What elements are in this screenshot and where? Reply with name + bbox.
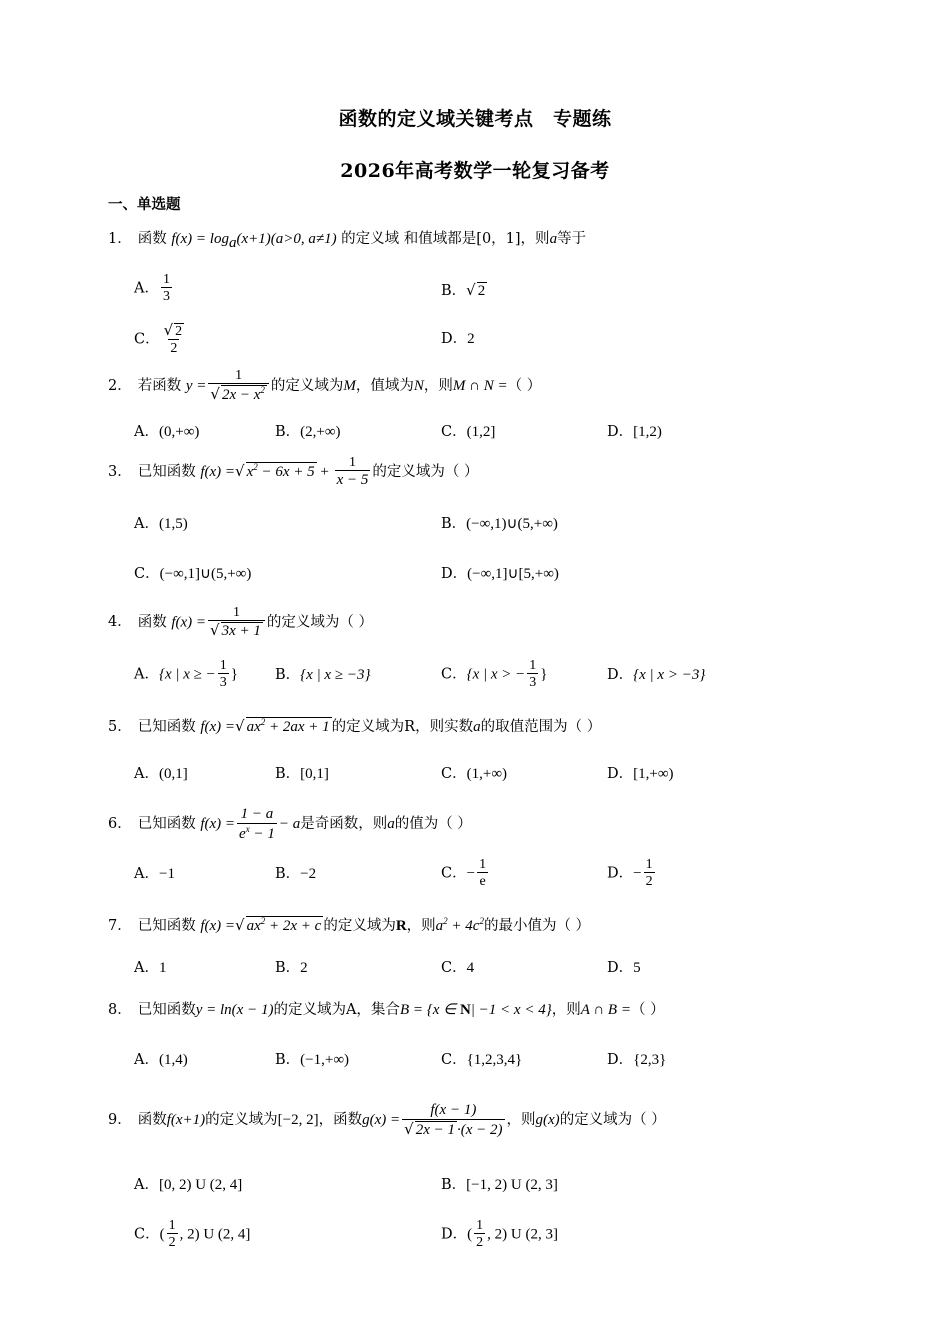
q7-option-d[interactable]: D．5 — [607, 960, 641, 976]
q3-option-a[interactable]: A．(1,5) — [134, 516, 188, 532]
question-1: 1． 函数 $f(x) = \log_a(x+1)(a>0$, a≠1) 的定义域 和值域都是[0，1]，则a等于 — [108, 231, 587, 251]
q4-option-b[interactable]: B．{x | x ≥ −3} — [275, 667, 371, 683]
q2-option-a[interactable]: A．(0,+∞) — [134, 424, 200, 440]
q9-option-b[interactable]: B．[−1, 2) U (2, 3] — [441, 1177, 558, 1193]
page-subtitle: 2026年高考数学一轮复习备考 — [340, 160, 610, 182]
q7-option-b[interactable]: B．2 — [275, 960, 308, 976]
q5-option-b[interactable]: B．[0,1] — [275, 766, 329, 782]
question-5: 5． 已知函数 f(x) =√ $ax^2 + 2ax + 1$ 的定义域为R，则实数a的取值范围为（ ） — [108, 717, 602, 735]
q6-option-b[interactable]: B．−2 — [275, 866, 317, 882]
q8-option-c[interactable]: C．{1,2,3,4} — [441, 1052, 523, 1068]
page-title: 函数的定义域关键考点 专题练 — [338, 108, 612, 130]
q4-option-c[interactable]: C．{x | x > − $\frac{1}{3}$ } — [441, 658, 548, 691]
q8-option-a[interactable]: A．(1,4) — [134, 1052, 188, 1068]
q4-option-a[interactable]: A．{x | x ≥ − $\frac{1}{3}$ } — [134, 658, 238, 691]
q2-option-b[interactable]: B．(2,+∞) — [275, 424, 341, 440]
q6-option-c[interactable]: C．− $\frac{1}{e}$ — [441, 857, 487, 890]
question-3: 3． 已知函数 f(x) =√ $x^2 - 6x + 5$ + $\frac{1}{x - 5}$ 的定义域为（ ） — [108, 455, 479, 489]
section-heading: 一、单选题 — [108, 196, 181, 213]
q7-option-a[interactable]: A．1 — [134, 960, 167, 976]
q9-option-c[interactable]: C．( $\frac{1}{2}$ , 2) U (2, 4] — [134, 1218, 251, 1251]
q1-option-b[interactable]: B．√ 2 — [441, 281, 486, 299]
q6-option-d[interactable]: D．− $\frac{1}{2}$ — [607, 857, 653, 890]
question-4: 4． 函数 f(x) = $\frac{1}{√ 3x + 1}$ 的定义域为（ ） — [108, 605, 373, 640]
question-2: 2． 若函数 y = $\frac{1}{√ 2x - x^2}$ 的定义域为M，值域为N，则M ∩ N =（ ） — [108, 368, 542, 404]
q6-option-a[interactable]: A．−1 — [134, 866, 175, 882]
q8-option-b[interactable]: B．(−1,+∞) — [275, 1052, 350, 1068]
q4-option-d[interactable]: D．{x | x > −3} — [607, 667, 706, 683]
q3-option-c[interactable]: C．(−∞,1]∪(5,+∞) — [134, 566, 252, 582]
q2-option-c[interactable]: C．(1,2] — [441, 424, 496, 440]
q7-option-c[interactable]: C．4 — [441, 960, 475, 976]
q5-option-a[interactable]: A．(0,1] — [134, 766, 188, 782]
q5-option-c[interactable]: C．(1,+∞) — [441, 766, 508, 782]
q3-option-b[interactable]: B．(−∞,1)∪(5,+∞) — [441, 516, 558, 532]
question-6: 6． 已知函数 f(x) = $\frac{1 - a}{e^x - 1}$ − a是奇函数，则a的值为（ ） — [108, 806, 472, 842]
q1-option-d[interactable]: D．2 — [441, 331, 475, 347]
q9-option-d[interactable]: D．( $\frac{1}{2}$ , 2) U (2, 3] — [441, 1218, 558, 1251]
question-9: 9． 函数f(x+1)的定义域为[−2, 2]，函数g(x) = $\frac{f(x - 1)}{√ 2x - 1 \cdot(x - 2)}$ ，则g(x)的定义域为（ ） — [108, 1102, 666, 1138]
q1-option-c[interactable]: C． $\frac{√ 2}{2}$ — [134, 321, 183, 357]
q9-option-a[interactable]: A．[0, 2) U (2, 4] — [134, 1177, 243, 1193]
q5-option-d[interactable]: D．[1,+∞) — [607, 766, 674, 782]
q1-option-a[interactable]: A． $\frac{1}{3}$ — [134, 272, 170, 305]
question-7: 7． 已知函数 f(x) =√ $ax^2 + 2x + c$ 的定义域为R，则$a^2 + 4c^2$的最小值为（ ） — [108, 916, 591, 934]
question-8: 8． 已知函数y = ln(x − 1)的定义域为A，集合B = {x ∈ N| −1 < x < 4}，则A ∩ B =（ ） — [108, 1002, 665, 1018]
q8-option-d[interactable]: D．{2,3} — [607, 1052, 667, 1068]
q2-option-d[interactable]: D．[1,2) — [607, 424, 662, 440]
q3-option-d[interactable]: D．(−∞,1]∪[5,+∞) — [441, 566, 559, 582]
